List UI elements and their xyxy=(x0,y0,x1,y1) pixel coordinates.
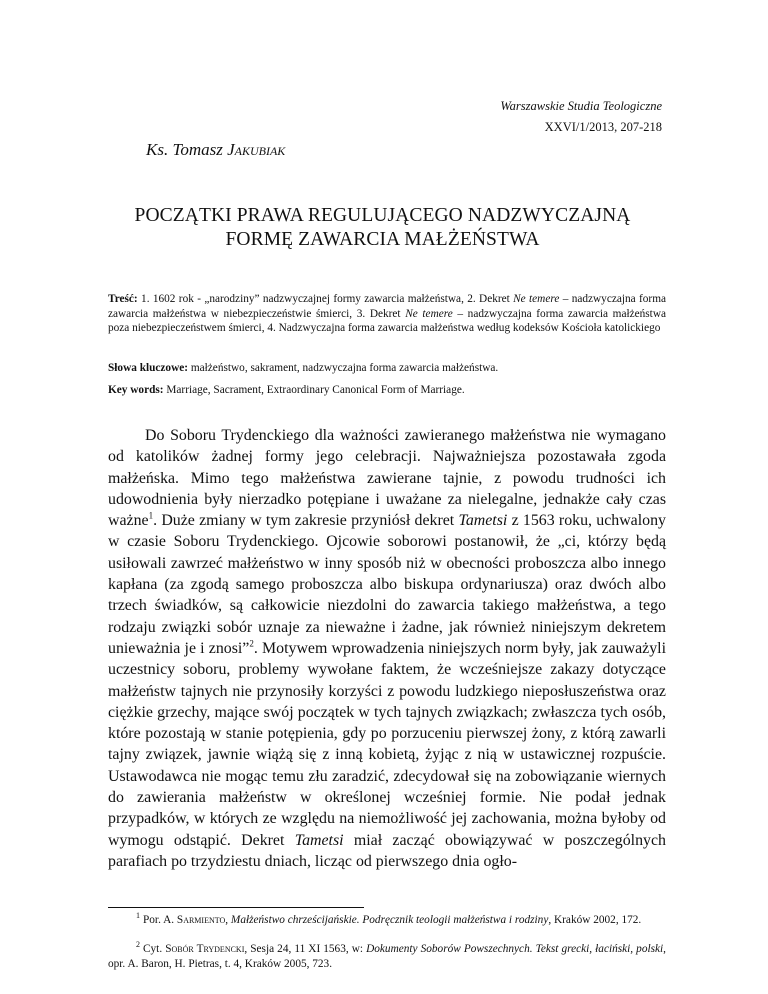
keywords-en-text: Marriage, Sacrament, Extraordinary Canonical Form of Marriage. xyxy=(163,384,465,396)
author-surname: Jakubiak xyxy=(227,140,286,159)
tametsi-term-2: Tametsi xyxy=(294,831,344,849)
footnote-1-title: Małżeństwo chrześcijańskie. Podręcznik teologii małżeństwa i rodziny xyxy=(230,914,549,926)
footnote-1-author: Sarmiento xyxy=(176,914,226,926)
body-text-d: . Motywem wprowadzenia niniejszych norm były, jak zauważyli uczestnicy soboru, problemy wywołane faktem, że wcześniejsze zakazy dotyczące małżeństw tajnych nie przynosiły korzyści z powodu ludzkiego nieposłuszeństwa oraz ciężkie grzechy, mające swój początek w tych tajnych związkach; zwłaszcza tych osób, które pozostają w stanie potępienia, gdy po porzuceniu pierwszej żony, z którą zawarli tajny związek, jawnie wiążą się z inną kobietą, żyjąc z nią w ustawicznej rozpuście. Ustawodawca nie mogąc temu złu zaradzić, zdecydował się na zobowiązanie wiernych do zawierania małżeństw w określonej wcześniej formie. Nie podał jednak przypadków, w których ze względu na niemożliwość jej zachowania, można byłoby od wymogu odstąpić. Dekret xyxy=(108,639,666,849)
title-line-2: FORMĘ ZAWARCIA MAŁŻEŃSTWA xyxy=(225,229,540,250)
footnote-2-title: Dokumenty Soborów Powszechnych. Tekst grecki, łaciński, polski xyxy=(366,943,664,955)
footnote-1-text-b: , Kraków 2002, 172. xyxy=(548,914,642,926)
author-prefix: Ks. Tomasz xyxy=(146,140,228,159)
contents-ne-temere-1: Ne temere xyxy=(513,293,560,305)
journal-header xyxy=(500,96,662,138)
contents-part-1: 1. 1602 rok - „narodziny” nadzwyczajnej formy zawarcia małżeństwa, 2. Dekret xyxy=(137,293,514,305)
footnote-ref-2[interactable]: 2 xyxy=(249,638,254,649)
keywords-polish xyxy=(108,361,666,376)
contents-label: Treść: xyxy=(108,293,138,305)
article-title xyxy=(100,204,665,252)
contents-summary xyxy=(108,292,666,336)
body-text-c: z 1563 roku, uchwalony w czasie Soboru Trydenckiego. Ojcowie soborowi postanowił, że „ci, którzy będą usiłowali zawrzeć małżeństwo w inny sposób niż w obecności proboszcza albo innego kapłana (za zgodą samego proboszcza albo biskupa ordynariusza) oraz dwóch albo trzech świadków, są całkowicie niezdolni do zawarcia takiego małżeństwa, a tego rodzaju związki sobór uznaje za nieważne i żadne, jak również niniejszym dekretem unieważnia je i znosi” xyxy=(108,512,666,657)
footnote-ref-1[interactable]: 1 xyxy=(148,510,154,521)
footnote-2-author: Sobór Trydencki xyxy=(165,943,245,955)
keywords-pl-text: małżeństwo, sakrament, nadzwyczajna forma zawarcia małżeństwa. xyxy=(188,362,499,374)
journal-name: Warszawskie Studia Teologiczne xyxy=(500,99,662,113)
author-line xyxy=(146,140,285,160)
footnote-2 xyxy=(108,942,666,971)
title-line-1: POCZĄTKI PRAWA REGULUJĄCEGO NADZWYCZAJNĄ xyxy=(134,205,631,226)
footnote-2-number: 2 xyxy=(136,940,140,950)
body-text-b: . Duże zmiany w tym zakresie przyniósł dekret xyxy=(153,512,459,530)
journal-issue: XXVI/1/2013, 207-218 xyxy=(544,120,662,134)
body-text-e: miał zacząć obowiązywać w poszczególnych parafiach po trzydziestu dniach, licząc od pierwszego dnia ogło- xyxy=(108,831,666,870)
footnote-1-text-a: Por. A. xyxy=(143,914,177,926)
body-paragraph xyxy=(108,425,666,872)
footnote-2-text-b: , Sesja 24, 11 XI 1563, w: xyxy=(244,943,367,955)
footnote-1-number: 1 xyxy=(136,911,140,921)
keywords-pl-label: Słowa kluczowe: xyxy=(108,362,189,374)
footnote-2-text-c: , opr. A. Baron, H. Pietras, t. 4, Kraków 2005, 723. xyxy=(108,943,666,970)
body-text-a: Do Soboru Trydenckiego dla ważności zawieranego małżeństwa nie wymagano od katolików żadnej formy jego celebracji. Najważniejsza pozostawała zgoda małżeńska. Mimo tego małżeństwa zawierane tajnie, z powodu trudności ich udowodnienia były nierzadko potępiane i uważane za nielegalne, jednakże cały czas ważne xyxy=(108,427,666,530)
contents-part-2: – nadzwyczajna forma zawarcia małżeństwa w niebezpieczeństwie śmierci, 3. Dekret xyxy=(108,293,666,320)
tametsi-term-1: Tametsi xyxy=(458,512,508,530)
footnote-1-sep: , xyxy=(225,914,231,926)
keywords-english xyxy=(108,383,666,398)
footnote-separator xyxy=(108,907,364,908)
footnote-2-text-a: Cyt. xyxy=(143,943,166,955)
contents-ne-temere-2: Ne temere xyxy=(405,307,453,320)
keywords-en-label: Key words: xyxy=(108,384,164,396)
contents-part-3: – nadzwyczajna forma zawarcia małżeństwa poza niebezpieczeństwem śmierci, 4. Nadzwyczajna forma zawarcia małżeństwa według kodeksów Kościoła katolickiego xyxy=(108,307,666,335)
footnote-1 xyxy=(108,913,666,928)
